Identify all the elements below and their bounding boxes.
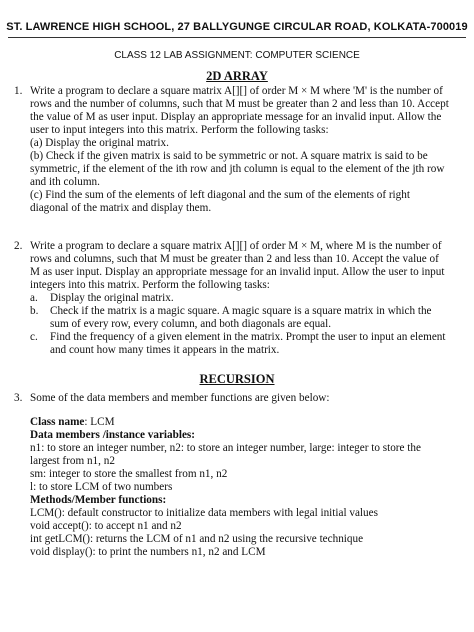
task-c: (c) Find the sum of the elements of left diagonal and the sum of the elements of right diagonal of the matrix and display them. (30, 189, 410, 214)
methods-heading (30, 494, 450, 507)
class-name-line (30, 416, 450, 429)
task-label: b. (30, 305, 39, 317)
task-item (30, 292, 450, 305)
section-heading-2d-array: 2D ARRAY (206, 69, 268, 83)
task-a: (a) Display the original matrix. (30, 137, 169, 149)
task-text: Check if the matrix is a magic square. A magic square is a square matrix in which the sum of every row, every column, and both diagonals are equal. (50, 305, 432, 330)
section-heading-recursion: RECURSION (199, 372, 275, 386)
task-text: Find the frequency of a given element in the matrix. Prompt the user to input an element and count how many times it appears in the matrix. (50, 331, 446, 356)
member-sm: sm: integer to store the smallest from n1, n2 (30, 468, 228, 480)
member-l: l: to store LCM of two numbers (30, 481, 173, 493)
question-number: 2. (14, 240, 23, 252)
question-intro: Write a program to declare a square matrix A[][] of order M × M where 'M' is the number of rows and the number of columns, such that M must be greater than 2 and less than 10. Accept the value of M as user input. Display an appropriate message for an invalid input. Allow the user to input integers into this matrix. Perform the following tasks: (30, 85, 449, 136)
member-n1-n2: n1: to store an integer number, n2: to store an integer number, large: integer to store the largest from n1, n2 (30, 442, 421, 467)
question-2 (14, 240, 450, 357)
methods-colon: : (162, 494, 167, 506)
class-name-value: : LCM (84, 416, 115, 428)
task-label: c. (30, 331, 38, 343)
data-members-colon: : (191, 429, 195, 441)
question-1 (14, 85, 450, 215)
question-intro: Write a program to declare a square matrix A[][] of order M × M, where M is the number of rows and columns, such that M must be greater than 2 and less than 10. Accept the value of M as user input. Display an appropriate message for an invalid input. Allow the user to input integers into this matrix. Perform the following tasks: (30, 240, 445, 291)
method-accept: void accept(): to accept n1 and n2 (30, 520, 182, 532)
school-header: ST. LAWRENCE HIGH SCHOOL, 27 BALLYGUNGE CIRCULAR ROAD, KOLKATA-700019 (6, 21, 468, 33)
question-3 (14, 392, 450, 559)
task-item (30, 305, 450, 331)
header-divider (8, 37, 466, 38)
task-item (30, 331, 450, 357)
question-intro: Some of the data members and member functions are given below: (30, 392, 330, 404)
data-members-label: Data members /instance variables (30, 429, 192, 441)
class-name-label: Class name (30, 416, 85, 428)
task-text: Display the original matrix. (50, 292, 174, 304)
question-number: 3. (14, 392, 23, 404)
question-number: 1. (14, 85, 23, 97)
task-b: (b) Check if the given matrix is said to be symmetric or not. A square matrix is said to be symmetric, if the element of the ith row and jth column is equal to the element of the jth row and ith column. (30, 150, 445, 188)
data-members-heading (30, 429, 450, 442)
method-constructor: LCM(): default constructor to initialize data members with legal initial values (30, 507, 378, 519)
method-display: void display(): to print the numbers n1, n2 and LCM (30, 546, 266, 558)
assignment-title: CLASS 12 LAB ASSIGNMENT: COMPUTER SCIENCE (114, 50, 360, 61)
methods-label: Methods/Member functions (30, 494, 163, 506)
method-getlcm: int getLCM(): returns the LCM of n1 and n2 using the recursive technique (30, 533, 364, 545)
task-label: a. (30, 292, 38, 304)
